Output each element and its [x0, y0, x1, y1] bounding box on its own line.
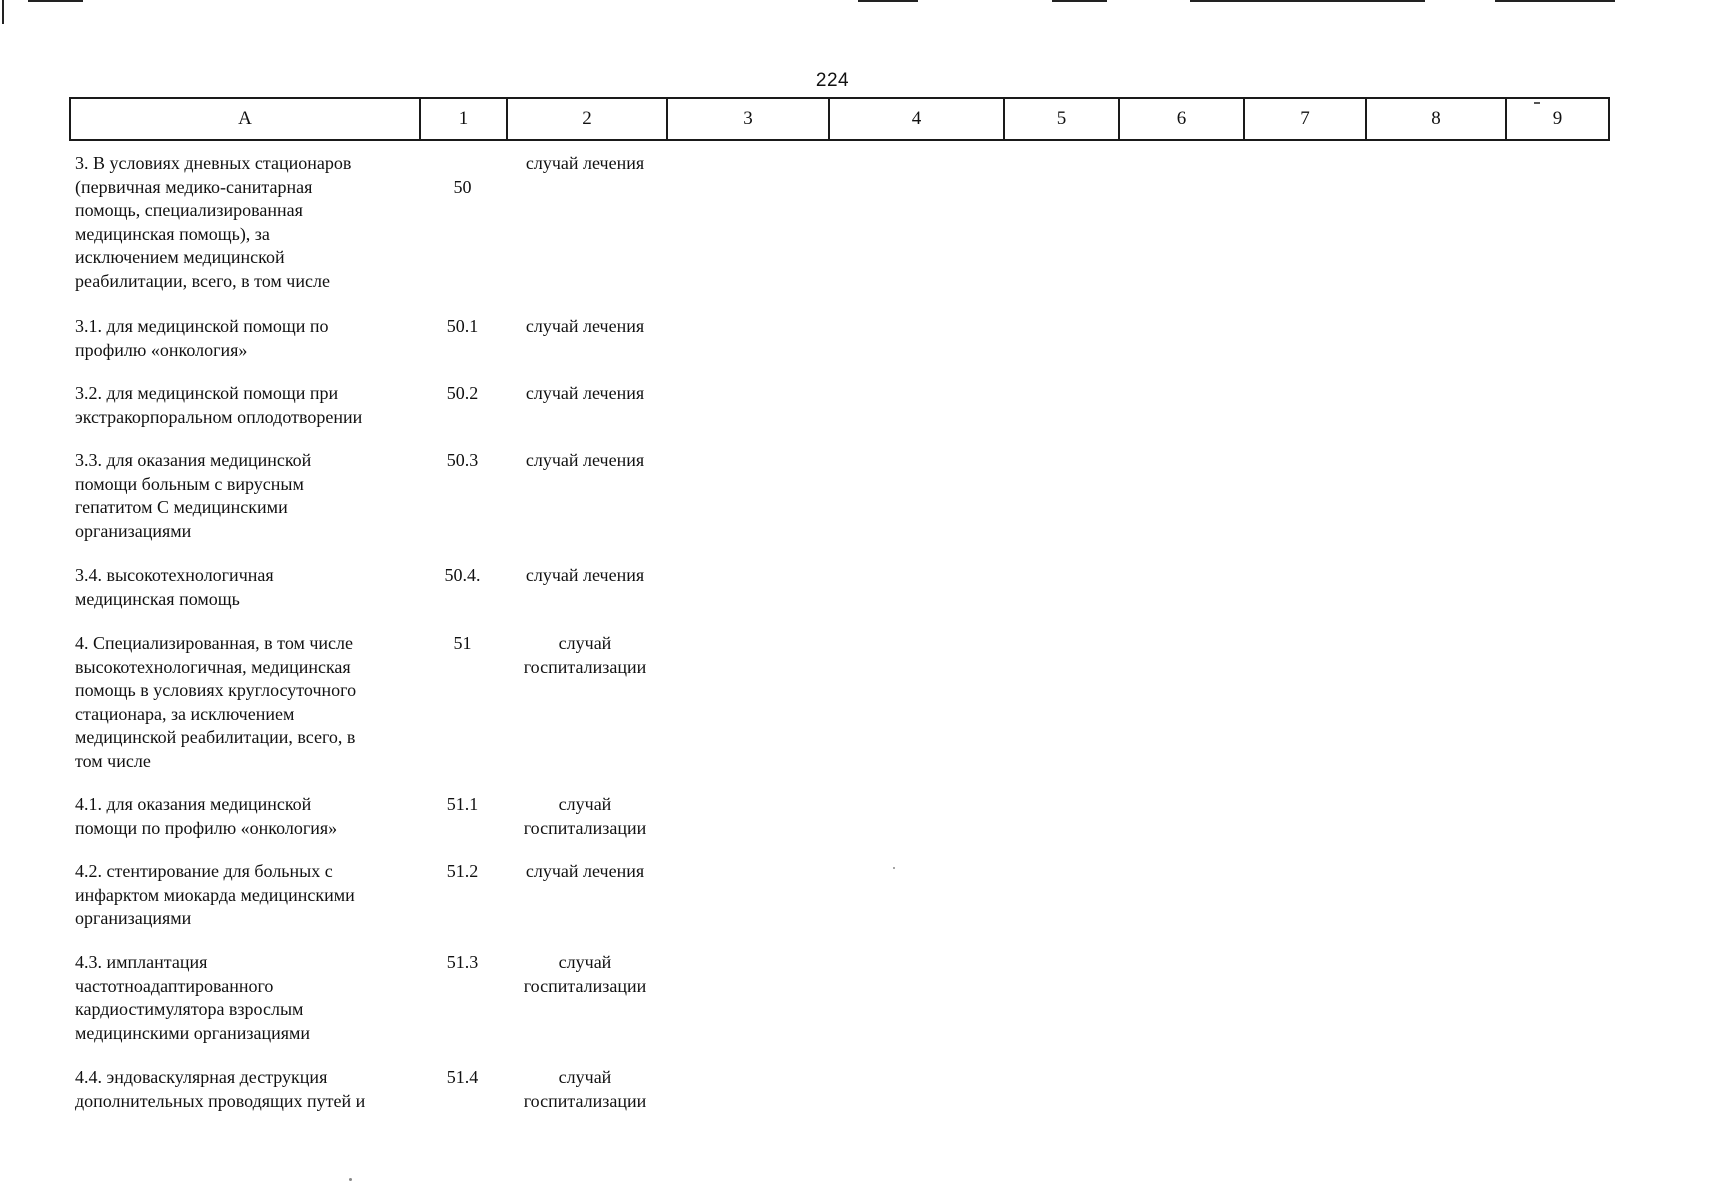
- row-name: 4.2. стентирование для больных с инфарктом миокарда медицинскими организациями: [75, 861, 355, 928]
- row-code: 51.2: [446, 861, 479, 881]
- row-unit: случай лечения: [525, 861, 645, 881]
- scan-speck: [349, 1178, 352, 1181]
- row-code: 50: [453, 177, 472, 197]
- column-header-1: 1: [420, 98, 507, 140]
- column-header-2: 2: [507, 98, 667, 140]
- row-unit: случай лечения: [525, 383, 645, 403]
- row-unit: случай лечения: [525, 316, 645, 336]
- row-code: 51.4: [446, 1067, 479, 1087]
- column-header-a: А: [70, 98, 420, 140]
- row-name: 4.4. эндоваскулярная деструкция дополнительных проводящих путей и: [75, 1067, 366, 1111]
- column-header-9: 9: [1506, 98, 1609, 140]
- row-name: 3. В условиях дневных стационаров (первичная медико-санитарная помощь, специализированная медицинская помощь), за исключением медицинской реабилитации, всего, в том числе: [75, 153, 352, 291]
- row-name: 4.1. для оказания медицинской помощи по профилю «онкология»: [75, 794, 338, 838]
- column-header-6: 6: [1119, 98, 1244, 140]
- row-code: 50.2: [446, 383, 479, 403]
- row-unit: случай госпитализации: [523, 633, 647, 677]
- row-unit: случай лечения: [525, 450, 645, 470]
- column-header-7: 7: [1244, 98, 1366, 140]
- page-number: 224: [815, 70, 850, 91]
- row-unit: случай лечения: [525, 565, 645, 585]
- row-name: 3.3. для оказания медицинской помощи больным с вирусным гепатитом С медицинскими организациями: [75, 450, 312, 541]
- row-code: 50.4.: [444, 565, 481, 585]
- row-name: 3.2. для медицинской помощи при экстракорпоральном оплодотворении: [75, 383, 363, 427]
- row-unit: случай госпитализации: [523, 1067, 647, 1111]
- scan-speck: [1534, 102, 1540, 104]
- scan-speck: [893, 867, 895, 869]
- row-code: 51.1: [446, 794, 479, 814]
- row-code: 50.3: [446, 450, 479, 470]
- row-unit: случай госпитализации: [523, 794, 647, 838]
- row-code: 51: [453, 633, 472, 653]
- row-unit: случай госпитализации: [523, 952, 647, 996]
- column-header-5: 5: [1004, 98, 1119, 140]
- row-code: 50.1: [446, 316, 479, 336]
- row-name: 3.4. высокотехнологичная медицинская помощь: [75, 565, 274, 609]
- row-name: 4.3. имплантация частотноадаптированного кардиостимулятора взрослым медицинскими организациями: [75, 952, 311, 1043]
- column-header-4: 4: [829, 98, 1004, 140]
- row-name: 3.1. для медицинской помощи по профилю «онкология»: [75, 316, 329, 360]
- column-header-3: 3: [667, 98, 829, 140]
- row-code: 51.3: [446, 952, 479, 972]
- column-header-8: 8: [1366, 98, 1506, 140]
- row-name: 4. Специализированная, в том числе высокотехнологичная, медицинская помощь в условиях круглосуточного стационара, за исключением медицинской реабилитации, всего, в том числе: [75, 633, 357, 771]
- row-unit: случай лечения: [525, 153, 645, 173]
